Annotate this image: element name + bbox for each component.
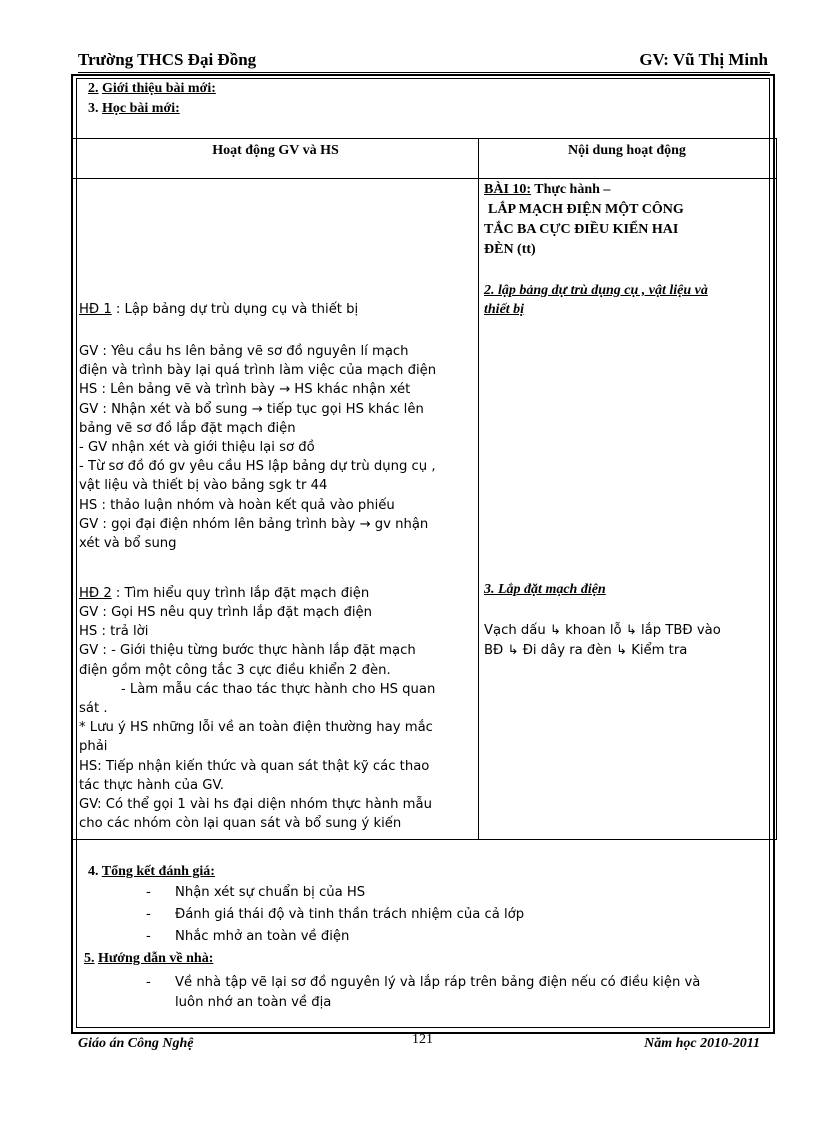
list-item-text: Nhắc mhở an toàn về điện bbox=[175, 929, 350, 944]
content-heading-2-line: 2. lập bảng dự trù dụng cụ , vật liệu và bbox=[484, 283, 708, 298]
bullet-dash: - bbox=[146, 907, 151, 922]
list-item-text: Về nhà tập vẽ lại sơ đồ nguyên lý và lắp ráp trên bảng điện nếu có điều kiện và bbox=[175, 975, 701, 990]
activity-2-line: - Làm mẫu các thao tác thực hành cho HS quan bbox=[79, 681, 436, 697]
activity-2-line: phải bbox=[79, 739, 108, 755]
installation-steps bbox=[484, 621, 770, 661]
footer-school-year: Năm học 2010-2011 bbox=[644, 1036, 760, 1051]
content-heading-2-line: thiết bị bbox=[484, 301, 525, 317]
activity-1-line: GV : gọi đại điện nhóm lên bảng trình bày → gv nhận bbox=[79, 516, 429, 532]
activity-2-body bbox=[79, 603, 471, 833]
bullet-dash: - bbox=[146, 885, 151, 900]
activity-2-line: GV : Gọi HS nêu quy trình lắp đặt mạch điện bbox=[79, 605, 372, 620]
section-3-heading bbox=[88, 101, 180, 117]
section-3-label: Học bài mới: bbox=[102, 101, 180, 116]
activity-1-line: HS : Lên bảng vẽ và trình bày → HS khác nhận xét bbox=[79, 382, 411, 398]
activity-2-label: HĐ 2 bbox=[79, 586, 112, 601]
school-name: Trường THCS Đại Đồng bbox=[78, 50, 257, 69]
lesson-number: BÀI 10: bbox=[484, 182, 532, 197]
activity-1-line: - GV nhận xét và giới thiệu lại sơ đồ bbox=[79, 440, 315, 456]
activity-2-line: tác thực hành của GV. bbox=[79, 777, 224, 793]
list-item bbox=[0, 907, 816, 929]
list-item bbox=[0, 885, 816, 907]
activity-2-line: cho các nhóm còn lại quan sát và bổ sung ý kiến bbox=[79, 816, 402, 832]
activity-1-body bbox=[79, 342, 471, 553]
activity-2-heading bbox=[79, 584, 471, 603]
activity-1-line: bảng vẽ sơ đồ lắp đặt mạch điện bbox=[79, 420, 296, 436]
activity-1-label: HĐ 1 bbox=[79, 302, 112, 317]
list-item-text: Nhận xét sự chuẩn bị của HS bbox=[175, 885, 366, 900]
table-header-rule bbox=[71, 178, 777, 179]
section-4-label: Tổng kết đánh giá: bbox=[101, 864, 215, 879]
installation-steps-line: Vạch dấu ↳ khoan lỗ ↳ lắp TBĐ vào bbox=[484, 623, 721, 638]
lesson-title-line: TẮC BA CỰC ĐIỀU KIỂN HAI bbox=[484, 221, 679, 237]
column-header-content: Nội dung hoạt động bbox=[568, 143, 686, 158]
content-heading-3 bbox=[484, 581, 770, 600]
section-4-heading bbox=[88, 864, 215, 880]
activity-2-line: HS: Tiếp nhận kiến thức và quan sát thật kỹ các thao bbox=[79, 758, 430, 774]
installation-steps-line: BĐ ↳ Đi dây ra đèn ↳ Kiểm tra bbox=[484, 643, 688, 658]
list-item bbox=[0, 973, 816, 993]
section-4-number: 4. bbox=[88, 864, 99, 879]
section-2-heading bbox=[88, 81, 216, 97]
list-item-text: Đánh giá thái độ và tinh thần trách nhiệm của cả lớp bbox=[175, 907, 525, 922]
activity-1-line: HS : thảo luận nhóm và hoàn kết quả vào phiếu bbox=[79, 497, 395, 513]
footer-subject: Giáo án Công Nghệ bbox=[78, 1036, 194, 1051]
bullet-dash: - bbox=[146, 975, 151, 990]
header-rule bbox=[78, 72, 770, 73]
activity-1-line: GV : Nhận xét và bổ sung → tiếp tục gọi HS khác lên bbox=[79, 401, 424, 417]
activity-1-line: xét và bổ sung bbox=[79, 536, 177, 552]
activity-2-line: HS : trả lời bbox=[79, 624, 149, 640]
activity-1-line: vật liệu và thiết bị vào bảng sgk tr 44 bbox=[79, 478, 328, 494]
section-5-heading bbox=[84, 951, 213, 967]
teacher-name: GV: Vũ Thị Minh bbox=[639, 50, 768, 69]
list-item-text: luôn nhớ an toàn về địa bbox=[175, 995, 332, 1010]
activity-2-line: GV: Có thể gọi 1 vài hs đại diện nhóm thực hành mẫu bbox=[79, 797, 432, 813]
section-4-list bbox=[0, 885, 816, 951]
activity-1-line: GV : Yêu cầu hs lên bảng vẽ sơ đồ nguyên lí mạch bbox=[79, 344, 409, 359]
section-2-number: 2. bbox=[88, 81, 99, 96]
page-number: 121 bbox=[412, 1032, 433, 1047]
column-header-activities: Hoạt động GV và HS bbox=[212, 143, 339, 158]
activity-2-line: * Lưu ý HS những lỗi về an toàn điện thường hay mắc bbox=[79, 720, 433, 736]
activity-1-title: : Lập bảng dự trù dụng cụ và thiết bị bbox=[111, 302, 359, 317]
activity-2-line: sát . bbox=[79, 701, 108, 717]
section-3-number: 3. bbox=[88, 101, 99, 116]
lesson-type: Thực hành – bbox=[531, 182, 611, 197]
lesson-title-block bbox=[484, 181, 770, 260]
lesson-title-line: ĐÈN (tt) bbox=[484, 241, 536, 257]
content-heading-2 bbox=[484, 282, 770, 319]
content-heading-3-text: 3. Lắp đặt mạch điện bbox=[484, 582, 606, 597]
list-item-continuation bbox=[0, 993, 816, 1013]
list-item bbox=[0, 929, 816, 951]
activity-1-line: - Từ sơ đồ đó gv yêu cầu HS lập bảng dự trù dụng cụ , bbox=[79, 459, 436, 475]
activity-2-title: : Tìm hiểu quy trình lắp đặt mạch điện bbox=[111, 586, 370, 601]
activity-2-line: GV : - Giới thiệu từng bước thực hành lắp đặt mạch bbox=[79, 643, 416, 659]
table-column-divider bbox=[478, 138, 479, 840]
section-5-list bbox=[0, 973, 816, 1013]
activity-2-line: điện gồm một công tắc 3 cực điều khiển 2 đèn. bbox=[79, 662, 391, 678]
section-2-label: Giới thiệu bài mới: bbox=[102, 81, 216, 96]
activity-1-heading bbox=[79, 300, 471, 319]
activity-1-line: điện và trình bày lại quá trình làm việc của mạch điện bbox=[79, 363, 437, 379]
bullet-dash: - bbox=[146, 929, 151, 944]
section-5-label: Hướng dẫn về nhà: bbox=[98, 951, 214, 966]
section-5-number: 5. bbox=[84, 951, 95, 966]
lesson-title-line: LẮP MẠCH ĐIỆN MỘT CÔNG bbox=[488, 201, 684, 217]
